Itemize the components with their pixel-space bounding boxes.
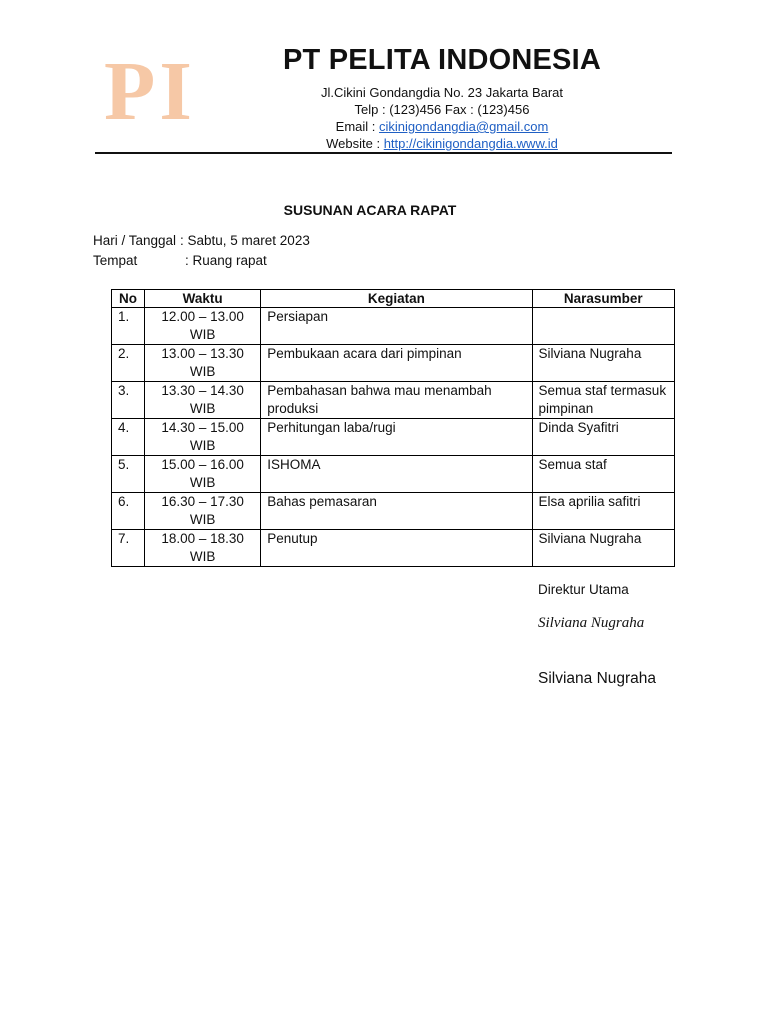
company-address: Jl.Cikini Gondangdia No. 23 Jakarta Barat (320, 85, 564, 100)
cell-kegiatan: Bahas pemasaran (261, 493, 532, 530)
cell-narasumber: Silviana Nugraha (532, 530, 674, 567)
cell-no: 2. (112, 345, 145, 382)
table-row (112, 345, 675, 382)
cell-kegiatan: ISHOMA (261, 456, 532, 493)
company-phone: Telp : (123)456 Fax : (123)456 (354, 102, 530, 117)
cell-no: 3. (112, 382, 145, 419)
date-value-wrap (180, 232, 310, 250)
header-waktu: Waktu (144, 290, 260, 308)
signatory-title: Direktur Utama (538, 582, 629, 597)
table-row (112, 308, 675, 345)
header-no: No (112, 290, 145, 308)
cell-waktu: 13.30 – 14.30 WIB (144, 382, 260, 419)
company-email-line (240, 118, 644, 135)
header-kegiatan: Kegiatan (261, 290, 532, 308)
website-link[interactable]: http://cikinigondangdia.www.id (383, 136, 558, 151)
cell-kegiatan: Persiapan (261, 308, 532, 345)
header-narasumber: Narasumber (532, 290, 674, 308)
cell-waktu: 12.00 – 13.00 WIB (144, 308, 260, 345)
cell-kegiatan: Pembukaan acara dari pimpinan (261, 345, 532, 382)
cell-narasumber: Semua staf termasuk pimpinan (532, 382, 674, 419)
table-row (112, 456, 675, 493)
table-row (112, 530, 675, 567)
table-header-row (112, 290, 675, 308)
cell-kegiatan: Penutup (261, 530, 532, 567)
company-logo: PI (104, 45, 196, 138)
company-name: PT PELITA INDONESIA (283, 44, 601, 76)
table-row (112, 382, 675, 419)
cell-narasumber: Elsa aprilia safitri (532, 493, 674, 530)
cell-narasumber: Dinda Syafitri (532, 419, 674, 456)
cell-waktu: 13.00 – 13.30 WIB (144, 345, 260, 382)
company-website-line (240, 135, 644, 152)
place-row (93, 252, 137, 270)
date-label: Hari / Tanggal (93, 233, 177, 248)
cell-waktu: 16.30 – 17.30 WIB (144, 493, 260, 530)
table-row (112, 493, 675, 530)
cell-no: 7. (112, 530, 145, 567)
handwritten-signature: Silviana Nugraha (538, 615, 645, 631)
cell-no: 6. (112, 493, 145, 530)
header-divider (95, 152, 672, 154)
cell-waktu: 18.00 – 18.30 WIB (144, 530, 260, 567)
date-value: : Sabtu, 5 maret 2023 (180, 233, 310, 248)
agenda-table (111, 289, 675, 567)
cell-narasumber: Semua staf (532, 456, 674, 493)
email-link[interactable]: cikinigondangdia@gmail.com (379, 119, 549, 134)
cell-narasumber: Silviana Nugraha (532, 345, 674, 382)
table-row (112, 419, 675, 456)
cell-no: 5. (112, 456, 145, 493)
cell-kegiatan: Perhitungan laba/rugi (261, 419, 532, 456)
website-label: Website : (326, 136, 384, 151)
signatory-name: Silviana Nugraha (538, 670, 657, 687)
email-label: Email : (335, 119, 380, 134)
place-label: Tempat (93, 253, 138, 268)
cell-no: 1. (112, 308, 145, 345)
cell-waktu: 14.30 – 15.00 WIB (144, 419, 260, 456)
date-row (93, 232, 176, 250)
cell-kegiatan: Pembahasan bahwa mau menambah produksi (261, 382, 532, 419)
cell-no: 4. (112, 419, 145, 456)
place-value: : Ruang rapat (185, 253, 267, 268)
document-title: SUSUNAN ACARA RAPAT (283, 202, 457, 218)
place-value-wrap (185, 252, 267, 270)
cell-waktu: 15.00 – 16.00 WIB (144, 456, 260, 493)
cell-narasumber (532, 308, 674, 345)
